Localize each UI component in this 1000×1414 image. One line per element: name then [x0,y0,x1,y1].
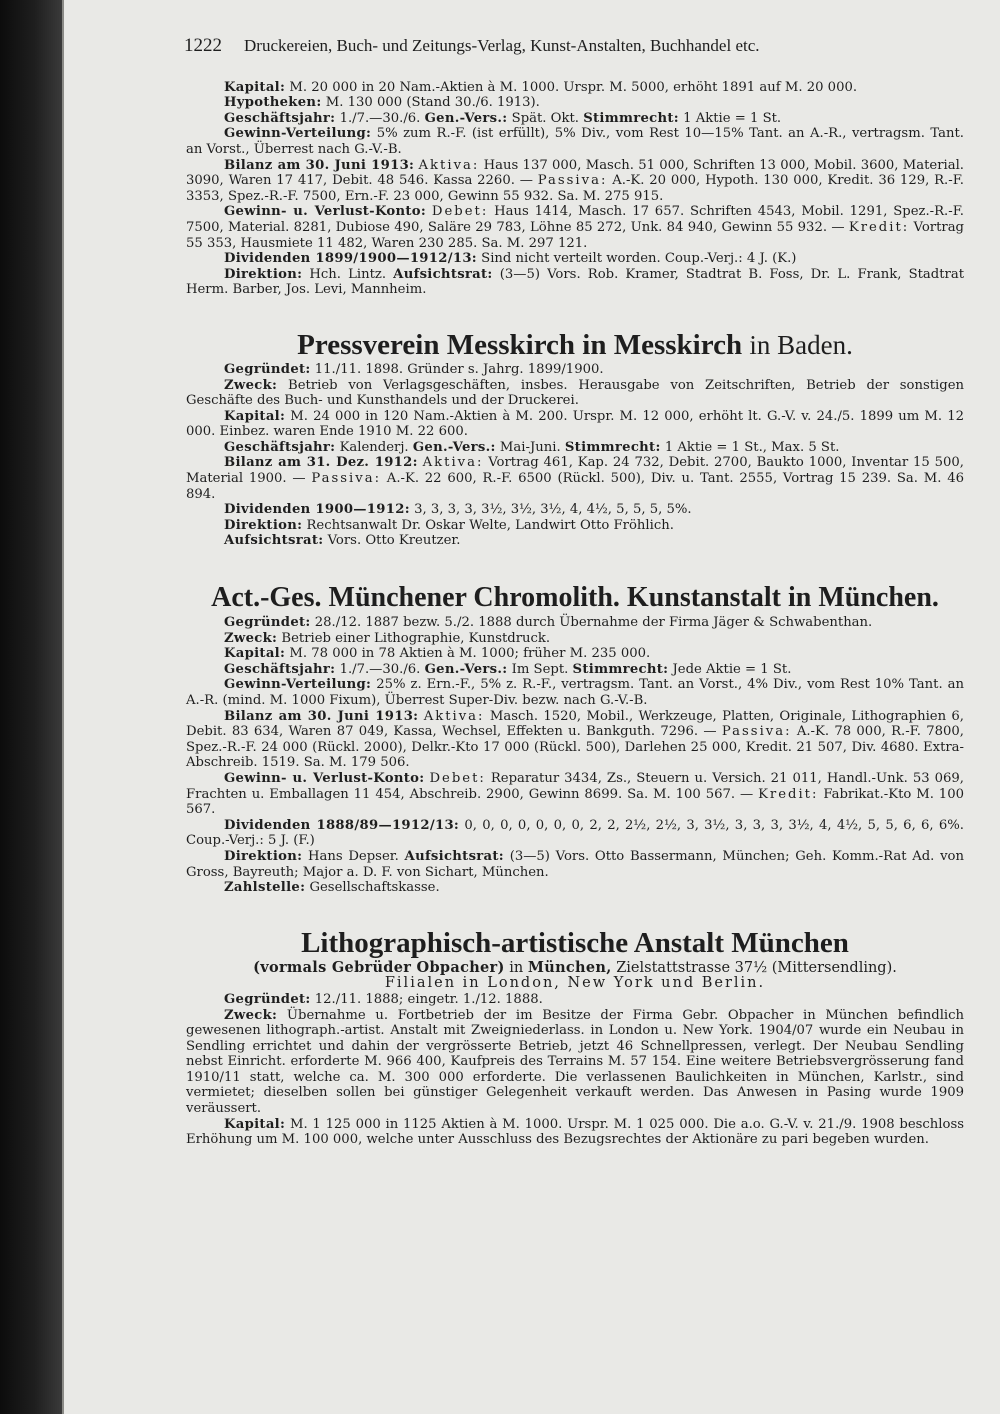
document-page [186,30,964,1402]
geschaeftsjahr: Geschäftsjahr: 1./7.—30./6. Gen.-Vers.: Im Sept. Stimmrecht: Jede Aktie = 1 St. [224,661,792,677]
zahlstelle: Zahlstelle: Gesellschaftskasse. [224,880,440,896]
kapital: Kapital: M. 78 000 in 78 Aktien à M. 1000; früher M. 235 000. [224,646,651,662]
zweck: Zweck: Übernahme u. Fortbetrieb der im Besitze der Firma Gebr. Obpacher in München befindlich gewesenen lithograph.-artist. Anstalt mit Zweigniederlass. in London u. New York. 1904/07 wurde ein Neubau in Sendling errichtet und dahin der vergrösserte Betrieb, jetzt 46 Schnellpressen, verlegt. Der Neubau Sendling nebst Einricht. erforderte M. 966 400, Kaufpreis des Terrains M. 57 154. Eine weitere Betriebsvergrösserung fand 1910/11 statt, welche ca. M. 300 000 erforderte. Die verlassenen Baulichkeiten in München, Karlstr., sind vermietet; dieselben sollen bei günstiger Gelegenheit verkauft werden. Das Anwesen in Pasing wurde 1909 veräussert. [186,1007,965,1117]
company-title: Pressverein Messkirch in Messkirch in Baden. [297,328,853,361]
page-number: 1222 [184,35,222,56]
bilanz: Bilanz am 30. Juni 1913: Aktiva: Masch. 1520, Mobil., Werkzeuge, Platten, Originale, Lithographien 6, Debit. 83 634, Waren 87 049, Kassa, Wechsel, Effekten u. Bankguth. 7296. — Passiva: A.-K. 78 000, R.-F. 7800, Spez.-R.-F. 24 000 (Rückl. 2000), Delkr.-Kto 17 000 (Rückl. 500), Darlehen 25 000, Kredit. 21 507, Div. 4680. Extra-Abschreib. 1519. Sa. M. 179 506. [186,708,965,771]
section-2-entry [186,328,964,549]
dividenden: Dividenden 1900—1912: 3, 3, 3, 3, 3½, 3½, 3½, 4, 4½, 5, 5, 5, 5%. [224,502,692,518]
section-1-entry [186,80,964,298]
geschaeftsjahr-line: Geschäftsjahr: 1./7.—30./6. Gen.-Vers.: Spät. Okt. Stimmrecht: 1 Aktie = 1 St. [224,110,782,126]
gewinn-verteilung: Gewinn-Verteilung: 25% z. Ern.-F., 5% z. R.-F., vertragsm. Tant. an Vorst., 4% Div., vom Rest 10% Tant. an A.-R. (mind. M. 1000 Fixum), Überrest Super-Div. bezw. nach G.-V.-B. [186,677,964,708]
bilanz: Bilanz am 30. Juni 1913: Aktiva: Haus 137 000, Masch. 51 000, Schriften 13 000, Mobil. 3600, Material. 3090, Waren 17 417, Debit. 48 546. Kassa 2260. — Passiva: A.-K. 20 000, Hypoth. 130 000, Kredit. 36 129, R.-F. 3353, Spez.-R.-F. 7500, Ern.-F. 23 000, Gewinn 55 932. Sa. M. 275 915. [186,157,965,204]
page-edge [62,0,64,1414]
company-subtitle: (vormals Gebrüder Obpacher) in München, Zielstattstrasse 37½ (Mittersendling). [253,958,897,976]
filialen-line: Filialen in London, New York und Berlin. [384,975,766,992]
direktion: Direktion: Hans Depser. Aufsichtsrat: (3—5) Vors. Otto Bassermann, München; Geh. Komm.-Rat Ad. von Gross, Bayreuth; Major a. D. F. von Sichart, München. [186,848,964,880]
gewinn-verlust-konto: Gewinn- u. Verlust-Konto: Debet: Haus 1414, Masch. 17 657. Schriften 4543, Mobil. 1291, Spez.-R.-F. 7500, Material. 8281, Dubiose 490, Saläre 29 783, Löhne 85 272, Unk. 84 940, Gewinn 55 932. — Kredit: Vortrag 55 353, Hausmiete 11 482, Waren 230 285. Sa. M. 297 121. [186,204,964,251]
aufsichtsrat: Aufsichtsrat: Vors. Otto Kreutzer. [224,533,461,549]
dividenden: Dividenden 1888/89—1912/13: 0, 0, 0, 0, 0, 0, 0, 2, 2, 2½, 2½, 3, 3½, 3, 3, 3, 3½, 4, 4½, 5, 5, 6, 6, 6%. Coup.-Verj.: 5 J. (F.) [186,817,964,849]
bilanz: Bilanz am 31. Dez. 1912: Aktiva: Vortrag 461, Kap. 24 732, Debit. 2700, Baukto 1000, Inventar 15 500, Material 1900. — Passiva: A.-K. 22 600, R.-F. 6500 (Rückl. 500), Div. u. Tant. 2555, Vortrag 15 239. Sa. M. 46 894. [186,455,964,502]
gewinn-verteilung: Gewinn-Verteilung: 5% zum R.-F. (ist erfüllt), 5% Div., vom Rest 10—15% Tant. an A.-R., vertragsm. Tant. an Vorst., Überrest nach G.-V.-B. [186,126,964,157]
company-title: Act.-Ges. Münchener Chromolith. Kunstanstalt in München. [211,582,939,614]
dividenden: Dividenden 1899/1900—1912/13: Sind nicht verteilt worden. Coup.-Verj.: 4 J. (K.) [224,251,797,267]
running-header [184,35,964,56]
gewinn-verlust-konto: Gewinn- u. Verlust-Konto: Debet: Reparatur 3434, Zs., Steuern u. Versich. 21 011, Handl.-Unk. 53 069, Frachten u. Emballagen 11 454, Abschreib. 2900, Gewinn 8699. Sa. M. 100 567. — Kredit: Fabrikat.-Kto M. 100 567. [186,770,964,818]
zweck: Zweck: Betrieb von Verlagsgeschäften, insbes. Herausgabe von Zeitschriften, Betrieb der sonstigen Geschäfte des Buch- und Kunsthandels und der Druckerei. [186,377,964,409]
section-3-entry [186,581,964,896]
kapital: Kapital: M. 1 125 000 in 1125 Aktien à M. 1000. Urspr. M. 1 025 000. Die a.o. G.-V. v. 21./9. 1908 beschloss Erhöhung um M. 100 000, welche unter Ausschluss des Bezugsrechtes der Aktionäre zu pari begeben wurden. [186,1116,964,1148]
kapital-line: Kapital: M. 20 000 in 20 Nam.-Aktien à M. 1000. Urspr. M. 5000, erhöht 1891 auf M. 20 000. [224,79,858,95]
zweck: Zweck: Betrieb einer Lithographie, Kunstdruck. [224,630,551,646]
direktion: Direktion: Hch. Lintz. Aufsichtsrat: (3—5) Vors. Rob. Kramer, Stadtrat B. Foss, Dr. L. Frank, Stadtrat Herm. Barber, Jos. Levi, Mannheim. [186,266,964,298]
direktion: Direktion: Rechtsanwalt Dr. Oskar Welte, Landwirt Otto Fröhlich. [224,517,674,533]
section-4-entry [186,926,964,1148]
book-binding [0,0,62,1414]
geschaeftsjahr: Geschäftsjahr: Kalenderj. Gen.-Vers.: Mai-Juni. Stimmrecht: 1 Aktie = 1 St., Max. 5 St. [224,439,840,455]
gegruendet: Gegründet: 11./11. 1898. Gründer s. Jahrg. 1899/1900. [224,361,604,377]
company-title: Lithographisch-artistische Anstalt München [301,926,849,959]
gegruendet: Gegründet: 28./12. 1887 bezw. 5./2. 1888 durch Übernahme der Firma Jäger & Schwabenthan. [224,615,873,631]
gegruendet: Gegründet: 12./11. 1888; eingetr. 1./12. 1888. [224,991,543,1007]
running-title: Druckereien, Buch- und Zeitungs-Verlag, Kunst-Anstalten, Buchhandel etc. [244,36,760,55]
kapital: Kapital: M. 24 000 in 120 Nam.-Aktien à M. 200. Urspr. M. 12 000, erhöht lt. G.-V. v. 24./5. 1899 um M. 12 000. Einbez. waren Ende 1910 M. 22 600. [186,408,964,440]
hypotheken-line: Hypotheken: M. 130 000 (Stand 30./6. 1913). [224,95,540,111]
